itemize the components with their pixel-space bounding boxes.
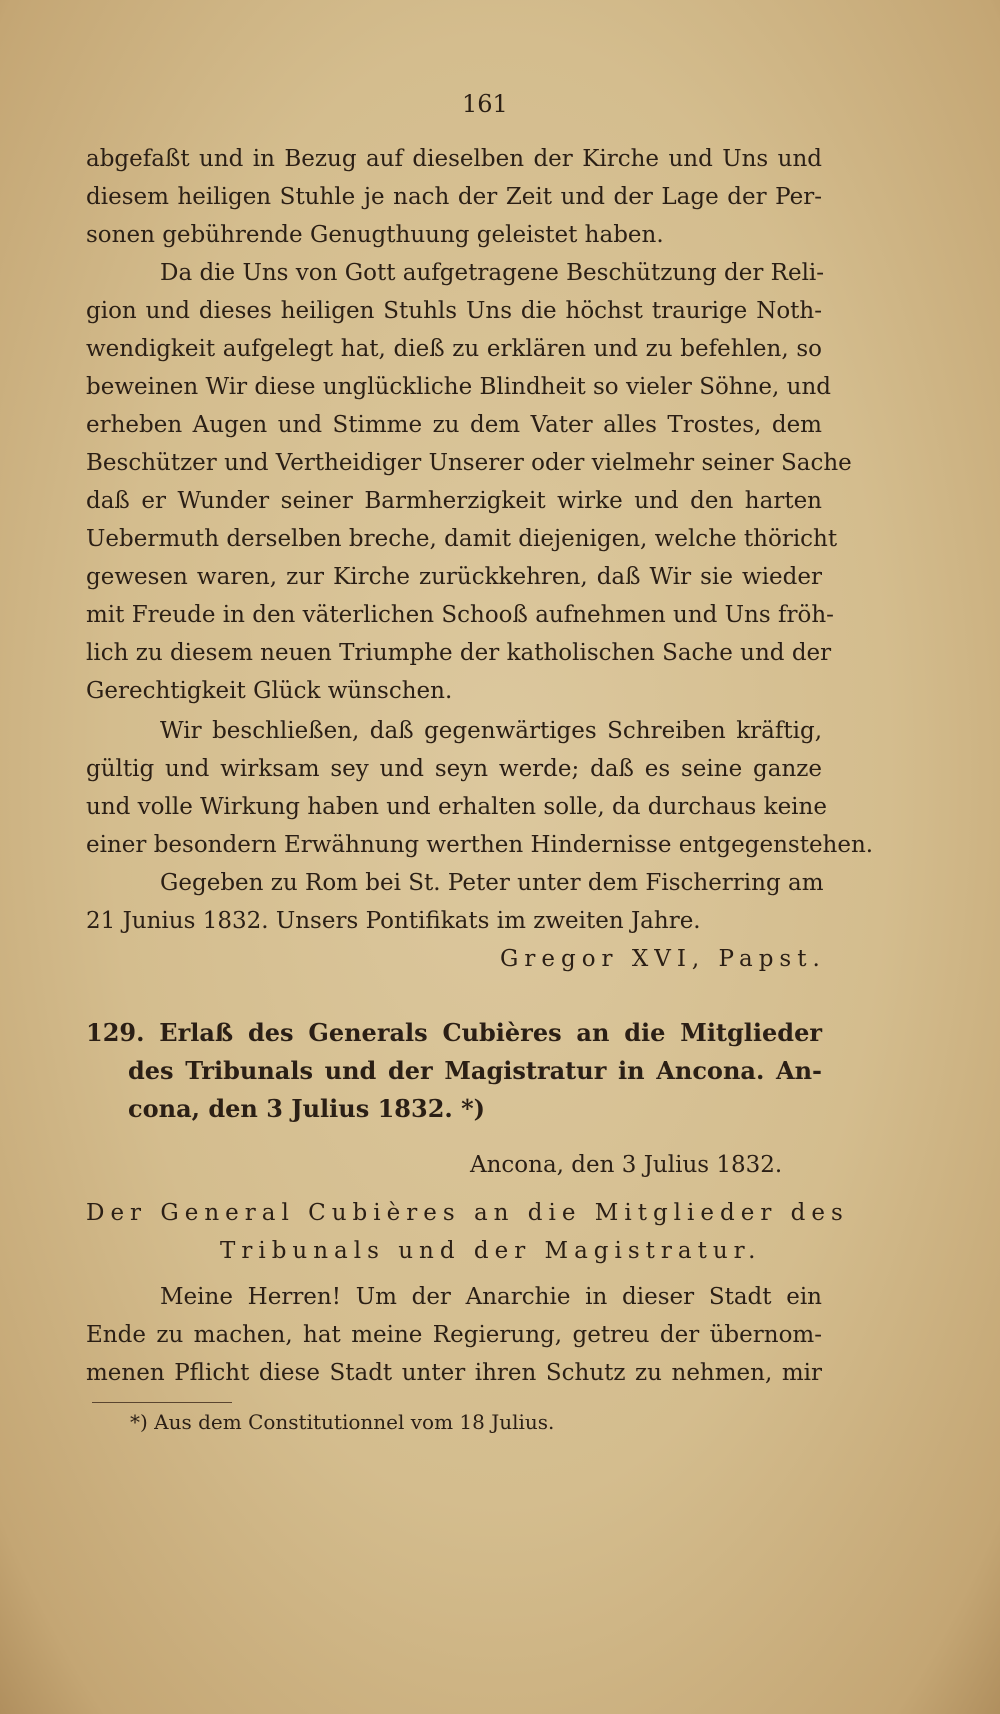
footnote: *) Aus dem Constitutionnel vom 18 Julius. <box>130 1410 555 1434</box>
address-line: Der General Cubières an die Mitglieder des <box>86 1200 849 1226</box>
heading-line: des Tribunals und der Magistratur in Ancona. An- <box>128 1056 822 1085</box>
text-line: Ende zu machen, hat meine Regierung, getreu der übernom- <box>86 1322 822 1348</box>
text-line: Uebermuth derselben breche, damit diejenigen, welche thöricht <box>86 526 838 552</box>
text-line: lich zu diesem neuen Triumphe der katholischen Sache und der <box>86 640 832 666</box>
text-line: daß er Wunder seiner Barmherzigkeit wirke und den harten <box>86 488 822 514</box>
text-line: wendigkeit aufgelegt hat, dieß zu erklären und zu befehlen, so <box>86 336 822 362</box>
text-line: abgefaßt und in Bezug auf dieselben der Kirche und Uns und <box>86 146 822 172</box>
text-line: Beschützer und Vertheidiger Unserer oder vielmehr seiner Sache <box>86 450 852 476</box>
text-line: sonen gebührende Genugthuung geleistet haben. <box>86 222 664 248</box>
signature: Gregor XVI, Papst. <box>500 946 826 972</box>
text-line: gültig und wirksam sey und seyn werde; daß es seine ganze <box>86 756 822 782</box>
text-line: mit Freude in den väterlichen Schooß aufnehmen und Uns fröh- <box>86 602 834 628</box>
heading-line: cona, den 3 Julius 1832. *) <box>128 1094 486 1123</box>
text-line: Gegeben zu Rom bei St. Peter unter dem Fischerring am <box>160 870 824 896</box>
text-line: einer besondern Erwähnung werthen Hindernisse entgegenstehen. <box>86 832 874 858</box>
text-line: erheben Augen und Stimme zu dem Vater alles Trostes, dem <box>86 412 822 438</box>
dateline: Ancona, den 3 Julius 1832. <box>470 1152 783 1178</box>
text-line: beweinen Wir diese unglückliche Blindheit so vieler Söhne, und <box>86 374 832 400</box>
text-line: 21 Junius 1832. Unsers Pontifikats im zweiten Jahre. <box>86 908 701 934</box>
text-line: Meine Herren! Um der Anarchie in dieser Stadt ein <box>160 1284 822 1310</box>
page-number: 161 <box>462 90 508 118</box>
text-line: Da die Uns von Gott aufgetragene Beschützung der Reli- <box>160 260 825 286</box>
text-line: gewesen waren, zur Kirche zurückkehren, daß Wir sie wieder <box>86 564 822 590</box>
heading-line: 129. Erlaß des Generals Cubières an die Mitglieder <box>86 1018 822 1047</box>
text-line: diesem heiligen Stuhle je nach der Zeit und der Lage der Per- <box>86 184 822 210</box>
text-line: Wir beschließen, daß gegenwärtiges Schreiben kräftig, <box>160 718 822 744</box>
text-line: Gerechtigkeit Glück wünschen. <box>86 678 453 704</box>
text-line: und volle Wirkung haben und erhalten solle, da durchaus keine <box>86 794 827 820</box>
text-line: menen Pflicht diese Stadt unter ihren Schutz zu nehmen, mir <box>86 1360 822 1386</box>
address-line: Tribunals und der Magistratur. <box>220 1238 762 1264</box>
footnote-divider <box>92 1402 232 1403</box>
text-line: gion und dieses heiligen Stuhls Uns die höchst traurige Noth- <box>86 298 822 324</box>
